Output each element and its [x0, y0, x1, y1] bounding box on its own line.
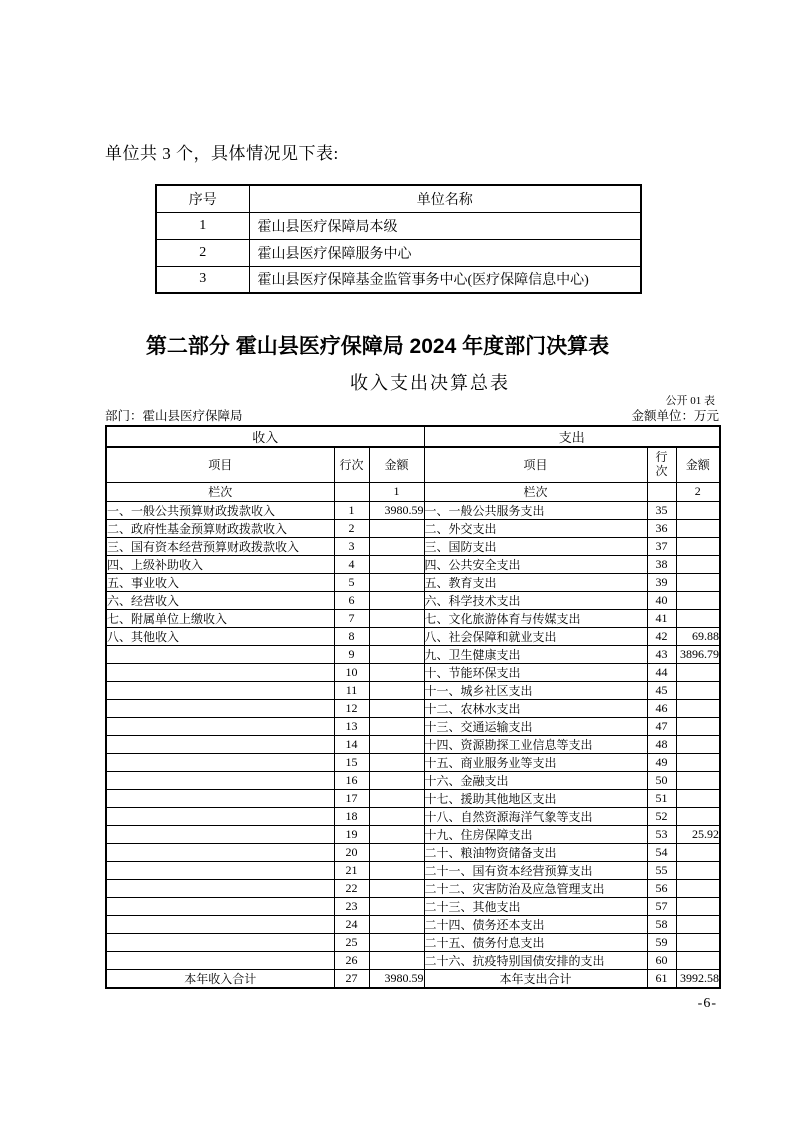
income-line-cell: 2: [334, 519, 369, 537]
expense-line-cell: 56: [647, 879, 676, 897]
unit-row: [156, 266, 641, 293]
expense-item-cell: 十三、交通运输支出: [424, 717, 647, 735]
income-item-cell: [106, 753, 334, 771]
expense-item-cell: 二十、粮油物资储备支出: [424, 843, 647, 861]
income-line-cell: 27: [334, 969, 369, 988]
income-column-no: 1: [369, 482, 424, 501]
summary-row: [106, 861, 720, 879]
expense-amount-cell: 25.92: [676, 825, 720, 843]
income-line-cell: 19: [334, 825, 369, 843]
expense-line-cell: 42: [647, 627, 676, 645]
expense-item-cell: 五、教育支出: [424, 573, 647, 591]
expense-line-cell: 35: [647, 501, 676, 519]
income-item-cell: [106, 879, 334, 897]
page-number: -6-: [697, 996, 717, 1011]
expense-amount-cell: [676, 807, 720, 825]
income-item-cell: [106, 951, 334, 969]
expense-item-cell: 十八、自然资源海洋气象等支出: [424, 807, 647, 825]
expense-line-cell: 61: [647, 969, 676, 988]
expense-line-cell: 40: [647, 591, 676, 609]
expense-amount-cell: [676, 879, 720, 897]
income-item-cell: 七、附属单位上缴收入: [106, 609, 334, 627]
expense-amount-cell: [676, 537, 720, 555]
income-item-cell: [106, 915, 334, 933]
summary-row: [106, 825, 720, 843]
expense-line-cell: 49: [647, 753, 676, 771]
table-code-label: 公开 01 表: [665, 395, 715, 407]
income-item-cell: 四、上级补助收入: [106, 555, 334, 573]
income-amount-cell: [369, 609, 424, 627]
expense-item-cell: 三、国防支出: [424, 537, 647, 555]
income-amount-cell: [369, 879, 424, 897]
income-amount-cell: [369, 591, 424, 609]
expense-amount-cell: [676, 591, 720, 609]
expense-amount-cell: [676, 771, 720, 789]
income-item-cell: 二、政府性基金预算财政拨款收入: [106, 519, 334, 537]
income-amount-cell: [369, 699, 424, 717]
income-line-cell: 10: [334, 663, 369, 681]
summary-row: [106, 735, 720, 753]
expense-line-cell: 41: [647, 609, 676, 627]
expense-amount-cell: [676, 843, 720, 861]
expense-amount-cell: [676, 681, 720, 699]
expense-line-cell: 58: [647, 915, 676, 933]
summary-row: [106, 681, 720, 699]
unit-row: [156, 239, 641, 266]
department-label: 部门：霍山县医疗保障局: [105, 409, 243, 423]
summary-row: [106, 843, 720, 861]
expense-item-cell: 二十一、国有资本经营预算支出: [424, 861, 647, 879]
unit-row-name: 霍山县医疗保障服务中心: [249, 239, 641, 266]
expense-item-cell: 本年支出合计: [424, 969, 647, 988]
income-line-cell: 5: [334, 573, 369, 591]
expense-line-cell: 37: [647, 537, 676, 555]
income-amount-cell: [369, 789, 424, 807]
expense-item-header: 项目: [424, 447, 647, 482]
expense-item-cell: 十六、金融支出: [424, 771, 647, 789]
income-amount-cell: [369, 627, 424, 645]
income-item-cell: [106, 663, 334, 681]
expense-line-header: 行次: [647, 447, 676, 482]
unit-row-number: 3: [156, 266, 249, 293]
expense-item-cell: 十五、商业服务业等支出: [424, 753, 647, 771]
column-header-row: [106, 447, 720, 482]
expense-item-cell: 二十三、其他支出: [424, 897, 647, 915]
expense-item-cell: 十、节能环保支出: [424, 663, 647, 681]
income-item-cell: [106, 717, 334, 735]
expense-amount-cell: [676, 555, 720, 573]
income-amount-cell: [369, 753, 424, 771]
expense-amount-cell: [676, 699, 720, 717]
summary-row: [106, 519, 720, 537]
income-item-cell: [106, 681, 334, 699]
income-item-cell: 八、其他收入: [106, 627, 334, 645]
expense-column-no: 2: [676, 482, 720, 501]
expense-amount-cell: [676, 951, 720, 969]
summary-row: [106, 789, 720, 807]
expense-line-cell: 43: [647, 645, 676, 663]
income-lanci-label: 栏次: [106, 482, 334, 501]
expense-line-cell: 53: [647, 825, 676, 843]
income-item-cell: [106, 861, 334, 879]
expense-item-cell: 二十四、债务还本支出: [424, 915, 647, 933]
summary-row: [106, 609, 720, 627]
income-item-header: 项目: [106, 447, 334, 482]
income-line-cell: 16: [334, 771, 369, 789]
expense-section-header: 支出: [424, 426, 720, 447]
expense-amount-cell: [676, 897, 720, 915]
income-line-cell: 14: [334, 735, 369, 753]
expense-lanci-blank: [647, 482, 676, 501]
expense-lanci-label: 栏次: [424, 482, 647, 501]
income-amount-cell: [369, 915, 424, 933]
expense-amount-cell: [676, 915, 720, 933]
summary-row: [106, 897, 720, 915]
amount-unit-label: 金额单位：万元: [631, 409, 719, 423]
expense-line-cell: 47: [647, 717, 676, 735]
expense-item-cell: 六、科学技术支出: [424, 591, 647, 609]
income-line-cell: 12: [334, 699, 369, 717]
income-item-cell: [106, 735, 334, 753]
expense-item-cell: 八、社会保障和就业支出: [424, 627, 647, 645]
income-amount-cell: 3980.59: [369, 969, 424, 988]
summary-row: [106, 771, 720, 789]
units-table: [155, 184, 642, 294]
summary-row: [106, 807, 720, 825]
summary-row: [106, 537, 720, 555]
expense-item-cell: 十九、住房保障支出: [424, 825, 647, 843]
income-line-cell: 6: [334, 591, 369, 609]
income-line-cell: 9: [334, 645, 369, 663]
income-item-cell: [106, 933, 334, 951]
expense-amount-cell: [676, 735, 720, 753]
income-amount-cell: [369, 861, 424, 879]
expense-line-cell: 50: [647, 771, 676, 789]
income-amount-cell: [369, 555, 424, 573]
income-amount-cell: 3980.59: [369, 501, 424, 519]
unit-row: [156, 212, 641, 239]
summary-row: [106, 951, 720, 969]
expense-item-cell: 十二、农林水支出: [424, 699, 647, 717]
unit-row-number: 1: [156, 212, 249, 239]
income-item-cell: [106, 897, 334, 915]
income-item-cell: 一、一般公共预算财政拨款收入: [106, 501, 334, 519]
table-meta-row: [105, 406, 719, 424]
expense-line-cell: 57: [647, 897, 676, 915]
income-line-cell: 7: [334, 609, 369, 627]
expense-amount-cell: [676, 753, 720, 771]
expense-amount-cell: 69.88: [676, 627, 720, 645]
income-item-cell: [106, 645, 334, 663]
income-amount-cell: [369, 681, 424, 699]
expense-line-cell: 52: [647, 807, 676, 825]
summary-row: [106, 645, 720, 663]
expense-line-cell: 48: [647, 735, 676, 753]
expense-amount-cell: [676, 717, 720, 735]
income-amount-cell: [369, 573, 424, 591]
income-section-header: 收入: [106, 426, 424, 447]
income-item-cell: [106, 771, 334, 789]
expense-amount-header: 金额: [676, 447, 720, 482]
income-lanci-blank: [334, 482, 369, 501]
table-title: 收入支出决算总表: [350, 373, 510, 393]
expense-amount-cell: [676, 861, 720, 879]
income-line-cell: 22: [334, 879, 369, 897]
income-line-cell: 17: [334, 789, 369, 807]
summary-row: [106, 555, 720, 573]
income-amount-cell: [369, 771, 424, 789]
expense-item-cell: 二十五、债务付息支出: [424, 933, 647, 951]
income-line-cell: 23: [334, 897, 369, 915]
income-amount-cell: [369, 519, 424, 537]
expense-line-cell: 54: [647, 843, 676, 861]
expense-amount-cell: [676, 933, 720, 951]
income-line-cell: 24: [334, 915, 369, 933]
income-amount-cell: [369, 663, 424, 681]
expense-line-cell: 55: [647, 861, 676, 879]
income-line-cell: 4: [334, 555, 369, 573]
summary-row: [106, 627, 720, 645]
expense-item-cell: 二十二、灾害防治及应急管理支出: [424, 879, 647, 897]
income-amount-cell: [369, 717, 424, 735]
column-number-row: [106, 482, 720, 501]
income-amount-cell: [369, 897, 424, 915]
unit-row-name: 霍山县医疗保障局本级: [249, 212, 641, 239]
expense-line-cell: 46: [647, 699, 676, 717]
income-item-cell: 三、国有资本经营预算财政拨款收入: [106, 537, 334, 555]
income-amount-cell: [369, 537, 424, 555]
expense-amount-cell: [676, 789, 720, 807]
units-table-header-row: [156, 185, 641, 212]
expense-line-cell: 36: [647, 519, 676, 537]
income-line-cell: 15: [334, 753, 369, 771]
expense-amount-cell: [676, 501, 720, 519]
income-amount-cell: [369, 645, 424, 663]
income-line-cell: 18: [334, 807, 369, 825]
expense-item-cell: 十一、城乡社区支出: [424, 681, 647, 699]
income-item-cell: 本年收入合计: [106, 969, 334, 988]
expense-amount-cell: [676, 573, 720, 591]
expense-item-cell: 四、公共安全支出: [424, 555, 647, 573]
section-header-row: [106, 426, 720, 447]
expense-amount-cell: [676, 663, 720, 681]
summary-row: [106, 501, 720, 519]
expense-line-cell: 44: [647, 663, 676, 681]
income-line-cell: 21: [334, 861, 369, 879]
intro-text: 单位共 3 个，具体情况见下表:: [105, 144, 339, 163]
expense-line-cell: 60: [647, 951, 676, 969]
income-line-cell: 1: [334, 501, 369, 519]
income-amount-cell: [369, 735, 424, 753]
units-col-header-no: 序号: [156, 185, 249, 212]
section-title: 第二部分 霍山县医疗保障局 2024 年度部门决算表: [145, 335, 610, 358]
income-amount-cell: [369, 807, 424, 825]
income-item-cell: 六、经营收入: [106, 591, 334, 609]
income-item-cell: [106, 843, 334, 861]
summary-row: [106, 717, 720, 735]
summary-row: [106, 879, 720, 897]
summary-row: [106, 663, 720, 681]
income-line-header: 行次: [334, 447, 369, 482]
income-line-cell: 20: [334, 843, 369, 861]
income-line-cell: 25: [334, 933, 369, 951]
income-line-cell: 8: [334, 627, 369, 645]
income-item-cell: [106, 807, 334, 825]
summary-row: [106, 699, 720, 717]
unit-row-number: 2: [156, 239, 249, 266]
unit-row-name: 霍山县医疗保障基金监管事务中心(医疗保障信息中心): [249, 266, 641, 293]
expense-amount-cell: 3992.58: [676, 969, 720, 988]
expense-line-cell: 59: [647, 933, 676, 951]
expense-amount-cell: [676, 519, 720, 537]
income-line-cell: 3: [334, 537, 369, 555]
expense-item-cell: 十七、援助其他地区支出: [424, 789, 647, 807]
expense-line-cell: 39: [647, 573, 676, 591]
income-item-cell: [106, 789, 334, 807]
expense-item-cell: 七、文化旅游体育与传媒支出: [424, 609, 647, 627]
income-amount-header: 金额: [369, 447, 424, 482]
summary-row: [106, 591, 720, 609]
income-amount-cell: [369, 825, 424, 843]
summary-row: [106, 753, 720, 771]
income-amount-cell: [369, 843, 424, 861]
income-line-cell: 11: [334, 681, 369, 699]
income-item-cell: [106, 825, 334, 843]
units-col-header-name: 单位名称: [249, 185, 641, 212]
expense-item-cell: 二、外交支出: [424, 519, 647, 537]
summary-total-row: [106, 969, 720, 988]
summary-row: [106, 573, 720, 591]
income-amount-cell: [369, 951, 424, 969]
expense-amount-cell: 3896.79: [676, 645, 720, 663]
expense-line-cell: 51: [647, 789, 676, 807]
income-line-cell: 13: [334, 717, 369, 735]
expense-line-cell: 38: [647, 555, 676, 573]
income-item-cell: 五、事业收入: [106, 573, 334, 591]
expense-amount-cell: [676, 609, 720, 627]
expense-line-cell: 45: [647, 681, 676, 699]
expense-item-cell: 十四、资源勘探工业信息等支出: [424, 735, 647, 753]
expense-item-cell: 一、一般公共服务支出: [424, 501, 647, 519]
summary-row: [106, 933, 720, 951]
summary-row: [106, 915, 720, 933]
income-line-cell: 26: [334, 951, 369, 969]
expense-item-cell: 二十六、抗疫特别国债安排的支出: [424, 951, 647, 969]
income-amount-cell: [369, 933, 424, 951]
income-item-cell: [106, 699, 334, 717]
income-expense-summary-table: [105, 425, 721, 989]
expense-item-cell: 九、卫生健康支出: [424, 645, 647, 663]
